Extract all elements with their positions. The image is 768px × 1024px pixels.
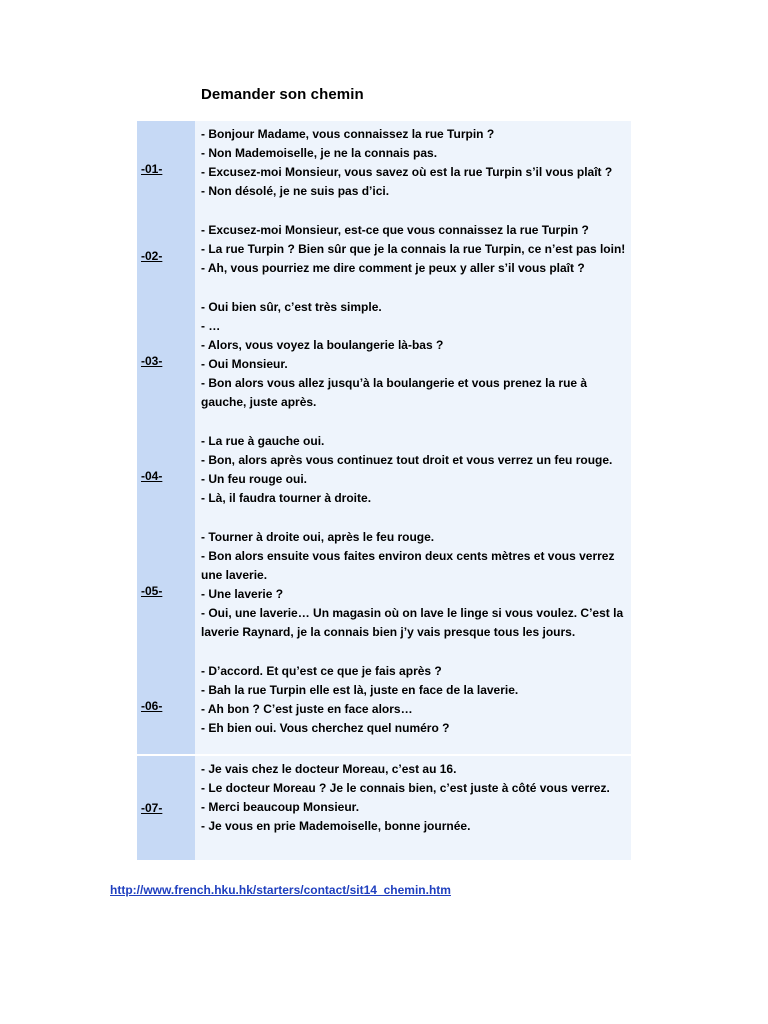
dialogue-number-cell bbox=[137, 524, 195, 658]
dialogue-line: - Là, il faudra tourner à droite. bbox=[201, 491, 372, 505]
dialogue-line: - Ah bon ? C’est juste en face alors… bbox=[201, 702, 413, 716]
dialogue-number: -04- bbox=[141, 469, 163, 483]
dialogue-line: - Excusez-moi Monsieur, est-ce que vous connaissez la rue Turpin ? bbox=[201, 223, 589, 237]
dialogue-line: - … bbox=[201, 319, 221, 333]
dialogue-number: -07- bbox=[141, 801, 163, 815]
dialogue-number-cell bbox=[137, 121, 195, 217]
dialogue-line: - Non Mademoiselle, je ne la connais pas. bbox=[201, 146, 438, 160]
dialogue-line: - Excusez-moi Monsieur, vous savez où est la rue Turpin s’il vous plaît ? bbox=[201, 165, 613, 179]
dialogue-line: - Alors, vous voyez la boulangerie là-bas ? bbox=[201, 338, 444, 352]
dialogue-line: - Oui, une laverie… Un magasin où on lave le linge si vous voulez. C’est la laverie Raynard, je la connais bien j’y vais presque tous les jours. bbox=[201, 606, 624, 639]
dialogue-lines bbox=[201, 217, 627, 294]
dialogue-lines bbox=[201, 294, 627, 428]
dialogue-lines bbox=[201, 524, 627, 658]
dialogue-text-cell bbox=[195, 428, 631, 524]
dialogue-lines bbox=[201, 428, 627, 524]
document-title: Demander son chemin bbox=[201, 86, 364, 103]
dialogue-line: - Bah la rue Turpin elle est là, juste en face de la laverie. bbox=[201, 683, 519, 697]
dialogue-row bbox=[137, 294, 631, 428]
dialogue-row bbox=[137, 121, 631, 217]
dialogue-number-cell bbox=[137, 217, 195, 294]
dialogue-lines bbox=[201, 121, 627, 217]
dialogue-line: - Oui bien sûr, c’est très simple. bbox=[201, 300, 382, 314]
dialogue-line: - Bonjour Madame, vous connaissez la rue Turpin ? bbox=[201, 127, 495, 141]
dialogue-row bbox=[137, 755, 631, 860]
dialogue-line: - Je vais chez le docteur Moreau, c’est au 16. bbox=[201, 762, 457, 776]
dialogue-number: -02- bbox=[141, 248, 163, 263]
dialogue-table-body bbox=[137, 121, 631, 860]
dialogue-line: - Bon alors vous allez jusqu’à la boulangerie et vous prenez la rue à gauche, juste après. bbox=[201, 376, 588, 409]
dialogue-row bbox=[137, 217, 631, 294]
dialogue-row bbox=[137, 524, 631, 658]
dialogue-text-cell bbox=[195, 755, 631, 860]
dialogue-line: - Bon, alors après vous continuez tout droit et vous verrez un feu rouge. bbox=[201, 453, 613, 467]
dialogue-number-cell bbox=[137, 294, 195, 428]
dialogue-line: - Je vous en prie Mademoiselle, bonne journée. bbox=[201, 819, 471, 833]
dialogue-line: - Merci beaucoup Monsieur. bbox=[201, 800, 360, 814]
dialogue-lines bbox=[201, 756, 627, 860]
dialogue-row bbox=[137, 658, 631, 755]
source-link[interactable]: http://www.french.hku.hk/starters/contact/sit14_chemin.htm bbox=[110, 883, 451, 897]
dialogue-text-cell bbox=[195, 524, 631, 658]
dialogue-lines bbox=[201, 658, 627, 754]
dialogue-table bbox=[137, 121, 631, 860]
dialogue-line: - D’accord. Et qu’est ce que je fais après ? bbox=[201, 664, 442, 678]
dialogue-number-cell bbox=[137, 658, 195, 755]
dialogue-text-cell bbox=[195, 294, 631, 428]
dialogue-line: - Bon alors ensuite vous faites environ deux cents mètres et vous verrez une laverie. bbox=[201, 549, 615, 582]
dialogue-line: - Eh bien oui. Vous cherchez quel numéro ? bbox=[201, 721, 450, 735]
dialogue-line: - Ah, vous pourriez me dire comment je peux y aller s’il vous plaît ? bbox=[201, 261, 585, 275]
dialogue-text-cell bbox=[195, 121, 631, 217]
dialogue-line: - La rue Turpin ? Bien sûr que je la connais la rue Turpin, ce n’est pas loin! bbox=[201, 242, 626, 256]
dialogue-line: - Non désolé, je ne suis pas d’ici. bbox=[201, 184, 390, 198]
dialogue-line: - Tourner à droite oui, après le feu rouge. bbox=[201, 530, 435, 544]
dialogue-line: - Oui Monsieur. bbox=[201, 357, 288, 371]
dialogue-number-cell bbox=[137, 428, 195, 524]
dialogue-number: -01- bbox=[141, 162, 163, 176]
dialogue-line: - Une laverie ? bbox=[201, 587, 284, 601]
dialogue-line: - Le docteur Moreau ? Je le connais bien, c’est juste à côté vous verrez. bbox=[201, 781, 610, 795]
dialogue-row bbox=[137, 428, 631, 524]
dialogue-text-cell bbox=[195, 658, 631, 755]
dialogue-number-cell bbox=[137, 755, 195, 860]
dialogue-line: - Un feu rouge oui. bbox=[201, 472, 307, 486]
dialogue-line: - La rue à gauche oui. bbox=[201, 434, 325, 448]
dialogue-number: -03- bbox=[141, 354, 163, 368]
dialogue-number: -06- bbox=[141, 699, 163, 713]
dialogue-number: -05- bbox=[141, 584, 163, 598]
dialogue-text-cell bbox=[195, 217, 631, 294]
